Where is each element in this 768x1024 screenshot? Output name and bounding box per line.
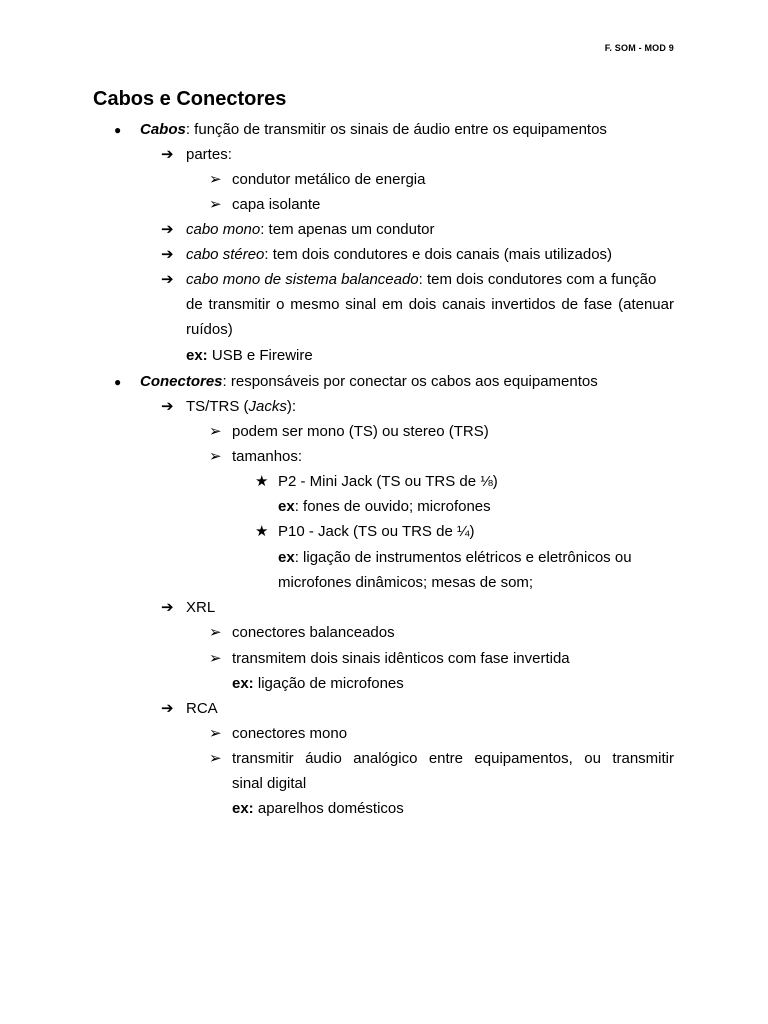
example-continuation: microfones dinâmicos; mesas de som; — [278, 574, 534, 591]
bullet-icon: ● — [114, 375, 122, 389]
list-item: transmitir áudio analógico entre equipamentos, ou transmitir — [232, 750, 674, 767]
list-item-continuation: ruídos) — [186, 321, 233, 338]
chevron-icon: ➢ — [209, 171, 222, 188]
list-item: transmitem dois sinais idênticos com fase invertida — [232, 650, 570, 667]
list-item-cabo-stereo: cabo stéreo: tem dois condutores e dois canais (mais utilizados) — [186, 246, 613, 263]
bullet-icon: ● — [114, 123, 122, 137]
list-item: capa isolante — [232, 196, 321, 213]
list-item-cabo-balanceado: cabo mono de sistema balanceado: tem dois condutores com a função — [186, 271, 657, 288]
arrow-icon: ➔ — [161, 246, 174, 263]
page-title: Cabos e Conectores — [93, 88, 287, 110]
list-item: podem ser mono (TS) ou stereo (TRS) — [232, 423, 489, 440]
chevron-icon: ➢ — [209, 448, 222, 465]
list-item-cabos: Cabos: função de transmitir os sinais de áudio entre os equipamentos — [140, 121, 607, 138]
list-item-p10: P10 - Jack (TS ou TRS de ¼) — [278, 523, 475, 540]
example-line: ex: fones de ouvido; microfones — [278, 498, 491, 515]
example-line: ex: USB e Firewire — [186, 347, 313, 364]
page-header: F. SOM - MOD 9 — [604, 43, 674, 53]
list-item-conectores: Conectores: responsáveis por conectar os cabos aos equipamentos — [140, 373, 598, 390]
chevron-icon: ➢ — [209, 624, 222, 641]
arrow-icon: ➔ — [161, 271, 174, 288]
chevron-icon: ➢ — [209, 750, 222, 767]
chevron-icon: ➢ — [209, 423, 222, 440]
arrow-icon: ➔ — [161, 146, 174, 163]
list-item-continuation: sinal digital — [232, 775, 307, 792]
list-item-p2: P2 - Mini Jack (TS ou TRS de ⅛) — [278, 473, 498, 490]
arrow-icon: ➔ — [161, 398, 174, 415]
list-item-continuation: de transmitir o mesmo sinal em dois canais invertidos de fase (atenuar — [186, 296, 674, 313]
list-item-rca: RCA — [186, 700, 218, 717]
list-item-cabo-mono: cabo mono: tem apenas um condutor — [186, 221, 435, 238]
list-item: conectores balanceados — [232, 624, 395, 641]
list-item-partes: partes: — [186, 146, 232, 163]
list-item-xrl: XRL — [186, 599, 216, 616]
list-item: tamanhos: — [232, 448, 303, 465]
example-line: ex: ligação de instrumentos elétricos e eletrônicos ou — [278, 549, 632, 566]
chevron-icon: ➢ — [209, 650, 222, 667]
list-item: condutor metálico de energia — [232, 171, 426, 188]
chevron-icon: ➢ — [209, 725, 222, 742]
list-item: conectores mono — [232, 725, 348, 742]
arrow-icon: ➔ — [161, 599, 174, 616]
arrow-icon: ➔ — [161, 700, 174, 717]
arrow-icon: ➔ — [161, 221, 174, 238]
star-icon: ★ — [255, 523, 269, 540]
star-icon: ★ — [255, 473, 269, 490]
example-line: ex: ligação de microfones — [232, 675, 404, 692]
example-line: ex: aparelhos domésticos — [232, 800, 404, 817]
chevron-icon: ➢ — [209, 196, 222, 213]
list-item-ts-trs: TS/TRS (Jacks): — [186, 398, 297, 415]
